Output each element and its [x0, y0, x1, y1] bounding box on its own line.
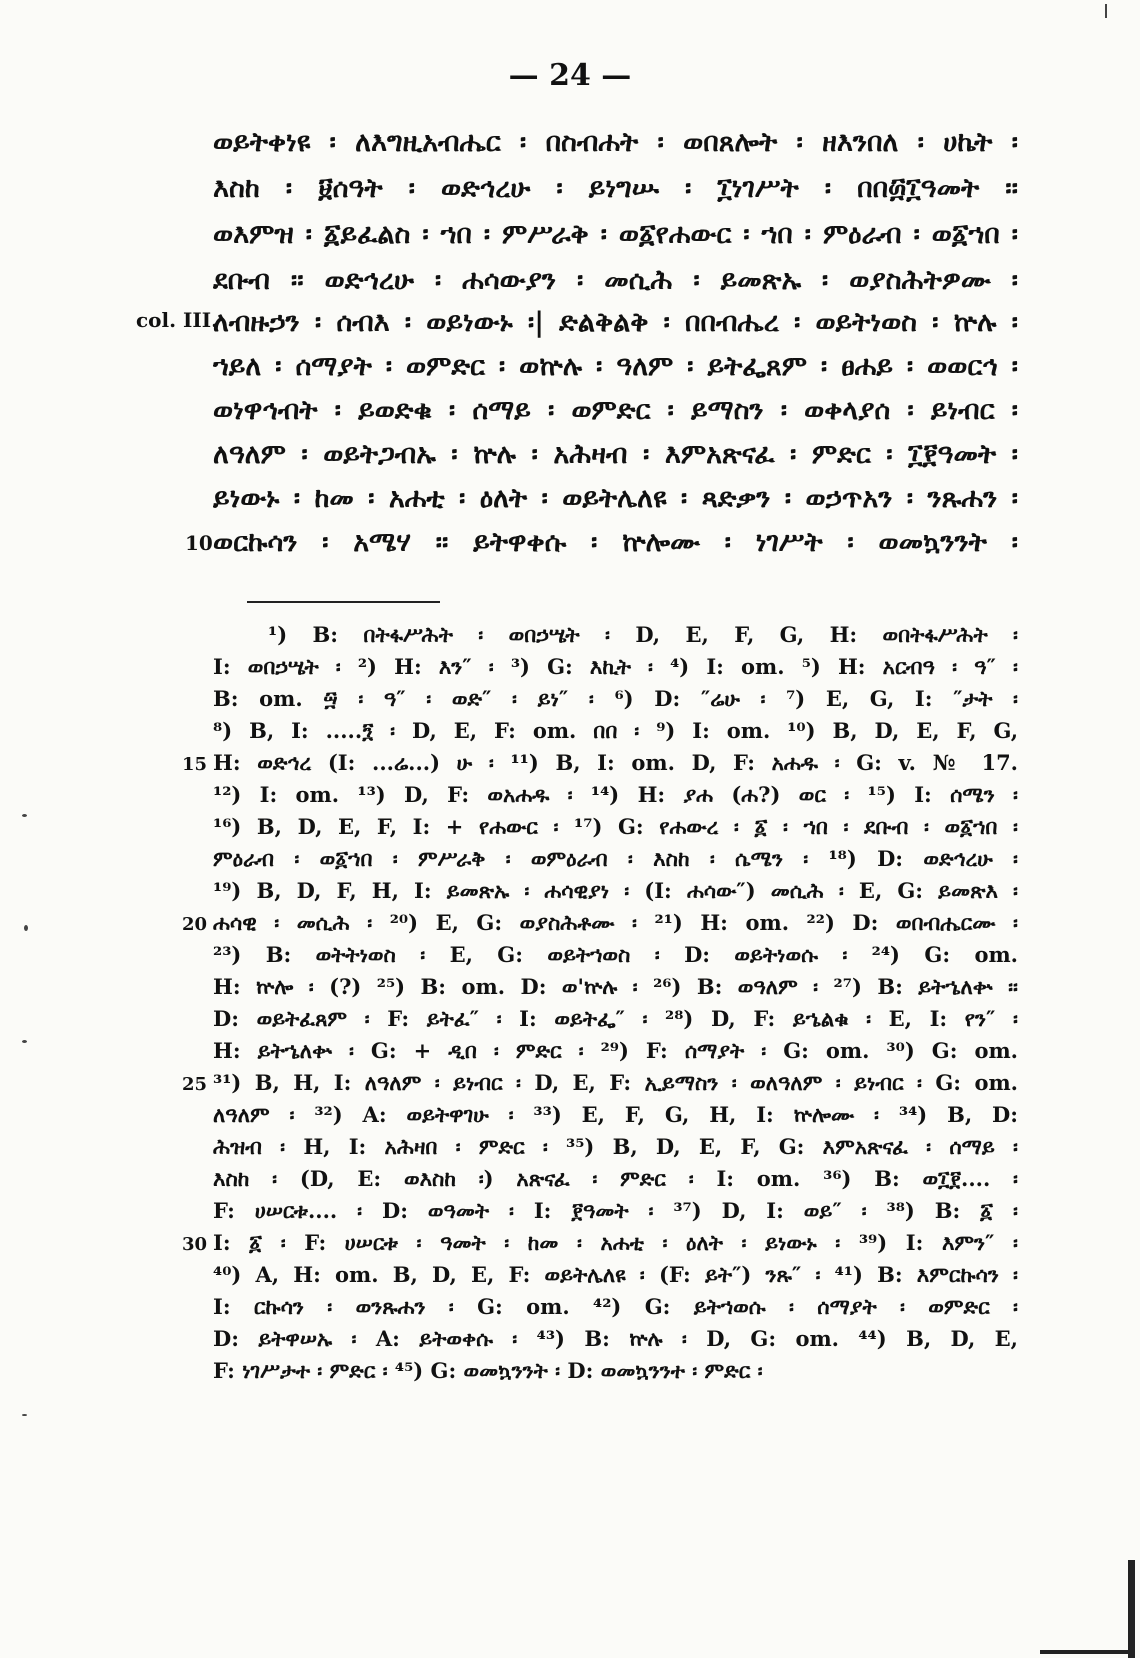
- footnote-line: ¹⁹) B, D, F, H, I: ይመጽኡ ፡ ሐሳዊያነ ፡ (I: ሐሳው″) መሲሕ ፡ E, G: ይመጽእ ፡: [213, 878, 1018, 903]
- footnote-line: ²³) B: ወትትነወስ ፡ E, G: ወይትኀወስ ፡ D: ወይትነወሱ ፡ ²⁴) G: om.: [213, 942, 1018, 967]
- main-text-line: እስከ ፡ ፱ሰዓት ፡ ወድኅረሁ ፡ ይነግሡ ፡ ፲ነገሥት ፡ በበ፴፲ዓመት ፡፡: [213, 173, 1018, 204]
- footnote-line: I: ርኩሳን ፡ ወንጹሐን ፡ G: om. ⁴²) G: ይትኀወሱ ፡ ሰማያት ፡ ወምድር ፡: [213, 1294, 1018, 1319]
- main-text-line: ወእምዝ ፡ ፩ይፈልስ ፡ ኀበ ፡ ምሥራቅ ፡ ወ፩የሐውር ፡ ኀበ ፡ ምዕራብ ፡ ወ፩ኀበ ፡: [213, 219, 1018, 250]
- footnote-line: ሐሳዊ ፡ መሲሕ ፡ ²⁰) E, G: ወያስሕቶሙ ፡ ²¹) H: om. ²²) D: ወበብሔርሙ ፡: [213, 910, 1018, 935]
- footnote-line: ¹²) I: om. ¹³) D, F: ወአሐዱ ፡ ¹⁴) H: ያሐ (ሐ?) ወር ፡ ¹⁵) I: ሰሜን ፡: [213, 782, 1018, 807]
- scan-speck: [24, 925, 28, 931]
- scan-speck: [22, 1040, 27, 1043]
- page-number: — 24 —: [508, 58, 632, 93]
- main-text-line: ወነዋኅብት ፡ ይወድቁ ፡ ሰማይ ፡ ወምድር ፡ ይማስን ፡ ወቀላያሰ ፡ ይነብር ፡: [213, 395, 1018, 426]
- footnote-line: F: ነገሥታተ ፡ ምድር ፡ ⁴⁵) G: ወመኳንንት ፡ D: ወመኳንንተ ፡ ምድር ፡: [213, 1358, 763, 1383]
- footnote-line: ሕዝብ ፡ H, I: አሕዛበ ፡ ምድር ፡ ³⁵) B, D, E, F, G: እምአጽናፈ ፡ ሰማይ ፡: [213, 1134, 1018, 1159]
- main-text-line: ለዓለም ፡ ወይትጋብኡ ፡ ኵሉ ፡ አሕዛብ ፡ እምአጽናፈ ፡ ምድር ፡ ፲፻ዓመት ፡: [213, 439, 1018, 470]
- footnote-line: ምዕራብ ፡ ወ፩ኀበ ፡ ምሥራቅ ፡ ወምዕራብ ፡ እስከ ፡ ሴሜን ፡ ¹⁸) D: ወድኅረሁ ፡: [213, 846, 1018, 871]
- main-text-line: ወይትቀነዩ ፡ ለእግዚአብሔር ፡ በስብሐት ፡ ወበጸሎት ፡ ዘእንበለ ፡ ሀኬት ፡: [213, 127, 1018, 158]
- main-text-line: ለብዙኃን ፡ ሰብእ ፡ ወይነውኑ ፡| ድልቅልቅ ፡ በበብሔረ ፡ ወይትነወስ ፡ ኵሉ ፡: [213, 307, 1018, 338]
- scan-speck: [1105, 4, 1107, 18]
- line-number: 10: [185, 531, 213, 555]
- line-number: 25: [182, 1074, 208, 1095]
- binding-edge-mark: [1128, 1560, 1135, 1658]
- scan-speck: [22, 1414, 27, 1416]
- line-number: 15: [182, 754, 208, 775]
- footnote-line: H: ኵሎ ፡ (?) ²⁵) B: om. D: ወ'ኵሉ ፡ ²⁶) B: ወዓለም ፡ ²⁷) B: ይትኄለቍ ፡፡: [213, 974, 1018, 999]
- footnote-line: ¹⁶) B, D, E, F, I: + የሐውር ፡ ¹⁷) G: የሐውረ ፡ ፩ ፡ ኀበ ፡ ደቡብ ፡ ወ፩ኀበ ፡: [213, 814, 1018, 839]
- footnote-line: ¹) B: በትፋሥሕት ፡ ወበኃሤት ፡ D, E, F, G, H: ወበትፋሥሕት ፡: [268, 622, 1018, 647]
- footnote-line: ⁴⁰) A, H: om. B, D, E, F: ወይትሌለዩ ፡ (F: ይት″) ንጹ″ ፡ ⁴¹) B: እምርኩሳን ፡: [213, 1262, 1018, 1287]
- footnote-line: F: ሀሠርቱ.... ፡ D: ወዓመት ፡ I: ፻ዓመት ፡ ³⁷) D, I: ወይ″ ፡ ³⁸) B: ፩ ፡: [213, 1198, 1018, 1223]
- main-text-line: ወርኩሳን ፡ አሜሃ ፡፡ ይትዋቀሱ ፡ ኵሎሙ ፡ ነገሥት ፡ ወመኳንንት ፡: [213, 527, 1018, 558]
- main-text-line: ደቡብ ፡፡ ወድኅረሁ ፡ ሐሳውያን ፡ መሲሕ ፡ ይመጽኡ ፡ ወያስሕትዎሙ ፡: [213, 265, 1018, 296]
- footnote-line: I: ፩ ፡ F: ሀሠርቱ ፡ ዓመት ፡ ከመ ፡ አሐቲ ፡ ዕለት ፡ ይነውኑ ፡ ³⁹) I: እምን″ ፡: [213, 1230, 1018, 1255]
- main-text-line: ኀይለ ፡ ሰማያት ፡ ወምድር ፡ ወኵሉ ፡ ዓለም ፡ ይትፌጸም ፡ ፀሐይ ፡ ወወርኅ ፡: [213, 351, 1018, 382]
- footnote-line: I: ወበኃሤት ፡ ²) H: እን″ ፡ ³) G: እኪት ፡ ⁴) I: om. ⁵) H: አርብዓ ፡ ዓ″ ፡: [213, 654, 1018, 679]
- binding-edge-mark: [1040, 1650, 1130, 1654]
- footnote-line: D: ይትዋሠኡ ፡ A: ይትወቀሱ ፡ ⁴³) B: ኵሉ ፡ D, G: om. ⁴⁴) B, D, E,: [213, 1326, 1018, 1351]
- footnote-line: B: om. ፵ ፡ ዓ″ ፡ ወድ″ ፡ ይነ″ ፡ ⁶) D: ″ሬሁ ፡ ⁷) E, G, I: ″ታት ፡: [213, 686, 1018, 711]
- footnote-line: ⁸) B, I: .....፺ ፡ D, E, F: om. በበ ፡ ⁹) I: om. ¹⁰) B, D, E, F, G,: [213, 718, 1018, 743]
- scan-speck: [22, 814, 27, 817]
- footnote-line: D: ወይትፈጸም ፡ F: ይትፈ″ ፡ I: ወይትፌ″ ፡ ²⁸) D, F: ይኄልቁ ፡ E, I: የን″ ፡: [213, 1006, 1018, 1031]
- footnote-line: H: ወድኅረ (I: ...ሬ...) ሁ ፡ ¹¹) B, I: om. D, F: አሐዱ ፡ G: v. № 17.: [213, 750, 1018, 775]
- footnote-line: ለዓለም ፡ ³²) A: ወይትዋገሁ ፡ ³³) E, F, G, H, I: ኵሎሙ ፡ ³⁴) B, D:: [213, 1102, 1018, 1127]
- footnote-divider: [247, 601, 440, 603]
- column-reference-label: col. III.: [136, 308, 219, 332]
- main-text-line: ይነውኑ ፡ ከመ ፡ አሐቲ ፡ ዕለት ፡ ወይትሌለዩ ፡ ጻድቃን ፡ ወኃጥአን ፡ ንጹሐን ፡: [213, 483, 1018, 514]
- line-number: 20: [182, 914, 208, 935]
- footnote-line: H: ይትኄለቍ ፡ G: + ዲበ ፡ ምድር ፡ ²⁹) F: ሰማያት ፡ G: om. ³⁰) G: om.: [213, 1038, 1018, 1063]
- footnote-line: ³¹) B, H, I: ለዓለም ፡ ይነብር ፡ D, E, F: ኢይማስን ፡ ወለዓለም ፡ ይነብር ፡ G: om.: [213, 1070, 1018, 1095]
- line-number: 30: [182, 1234, 208, 1255]
- footnote-line: እስከ ፡ (D, E: ወእስከ ፡) አጽናፈ ፡ ምድር ፡ I: om. ³⁶) B: ወ፲፻.... ፡: [213, 1166, 1018, 1191]
